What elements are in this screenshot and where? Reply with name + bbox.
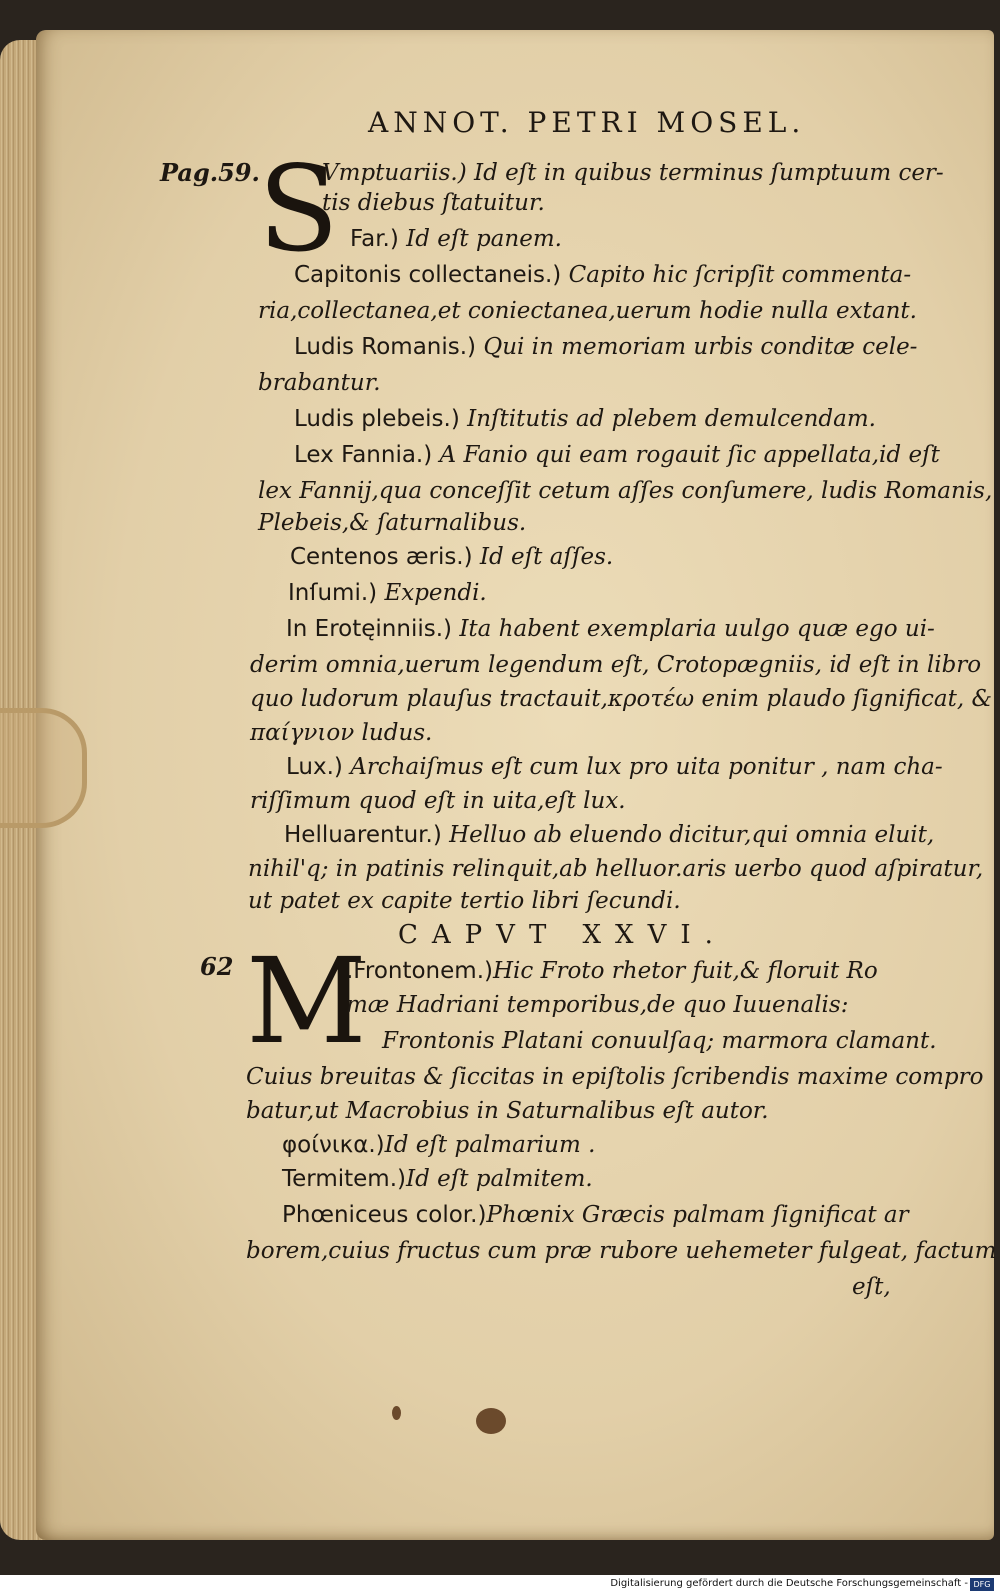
ink-stain <box>392 1406 401 1420</box>
text-line: ria,collectanea,et coniectanea,uerum hodie nulla extant. <box>258 298 917 324</box>
text-line: Centenos æris.) Id eſt aſſes. <box>290 544 614 570</box>
dfg-credit: Digitalisierung gefördert durch die Deutsche Forschungsgemeinschaft - <box>610 1578 968 1589</box>
text-line: Ludis plebeis.) Inſtitutis ad plebem demulcendam. <box>294 406 876 432</box>
text-line: .Frontonem.)Hic Froto rhetor fuit,& floruit Ro <box>346 958 878 984</box>
text-line: Ludis Romanis.) Qui in memoriam urbis conditæ cele- <box>294 334 918 360</box>
dropcap-s: S <box>258 140 339 278</box>
text-line: Helluarentur.) Helluo ab eluendo dicitur,qui omnia eluit, <box>284 822 935 848</box>
chapter-heading: CAPVT XXVI. <box>398 920 727 950</box>
text-line: Cuius breuitas & ſiccitas in epiſtolis ſcribendis maxime compro <box>246 1064 984 1090</box>
text-line: lex Fannij,qua conceſſit cetum aſſes conſumere, ludis Romanis, <box>258 478 993 504</box>
text-line: Vmptuariis.) Id eſt in quibus terminus ſumptuum cer- <box>322 160 944 186</box>
text-line: nihil'q; in patinis relinquit,ab helluor.aris uerbo quod aſpiratur, <box>248 856 984 882</box>
text-line: Far.) Id eſt panem. <box>350 226 562 252</box>
text-line: quo ludorum plauſus tractauit,κροτέω enim plaudo ſignificat, & <box>250 686 992 712</box>
text-line: Lex Fannia.) A Fanio qui eam rogauit ſic appellata,id eſt <box>294 442 940 468</box>
text-line: Lux.) Archaiſmus eſt cum lux pro uita ponitur , nam cha- <box>286 754 943 780</box>
text-line: In Erotęinniis.) Ita habent exemplaria uulgo quæ ego ui- <box>286 616 935 642</box>
book-clasp <box>0 708 87 828</box>
text-line: Phœniceus color.)Phœnix Græcis palmam ſignificat ar <box>282 1202 909 1228</box>
text-line: Frontonis Platani conuulſaq; marmora clamant. <box>382 1028 937 1054</box>
text-line: eſt, <box>852 1274 891 1300</box>
ink-stain <box>476 1408 506 1434</box>
text-line: Termitem.)Id eſt palmitem. <box>282 1166 593 1192</box>
margin-note-page-62: 62 <box>200 952 234 981</box>
text-line: mæ Hadriani temporibus,de quo Iuuenalis: <box>346 992 849 1018</box>
text-line: φοίνικα.)Id eſt palmarium . <box>282 1132 596 1158</box>
text-line: ut patet ex capite tertio libri ſecundi. <box>248 888 681 914</box>
margin-note-page-59: Pag.59. <box>160 158 260 187</box>
text-line: batur,ut Macrobius in Saturnalibus eſt autor. <box>246 1098 769 1124</box>
text-line: Plebeis,& ſaturnalibus. <box>258 510 527 536</box>
dfg-logo-icon: DFG <box>970 1578 994 1591</box>
text-line: borem,cuius fructus cum præ rubore uehemeter fulgeat, factum <box>246 1238 997 1264</box>
dropcap-m: M <box>246 932 367 1070</box>
text-line: brabantur. <box>258 370 381 396</box>
text-line: Inſumi.) Expendi. <box>288 580 487 606</box>
text-line: tis diebus ſtatuitur. <box>322 190 545 216</box>
running-header: ANNOT. PETRI MOSEL. <box>368 106 806 139</box>
text-line: riſſimum quod eſt in uita,eſt lux. <box>250 788 626 814</box>
text-line: derim omnia,uerum legendum eſt, Crotopægniis, id eſt in libro <box>250 652 982 678</box>
book-page <box>36 30 997 1540</box>
text-line: Capitonis collectaneis.) Capito hic ſcripſit commenta- <box>294 262 912 288</box>
text-line: παίγνιον ludus. <box>250 720 433 746</box>
